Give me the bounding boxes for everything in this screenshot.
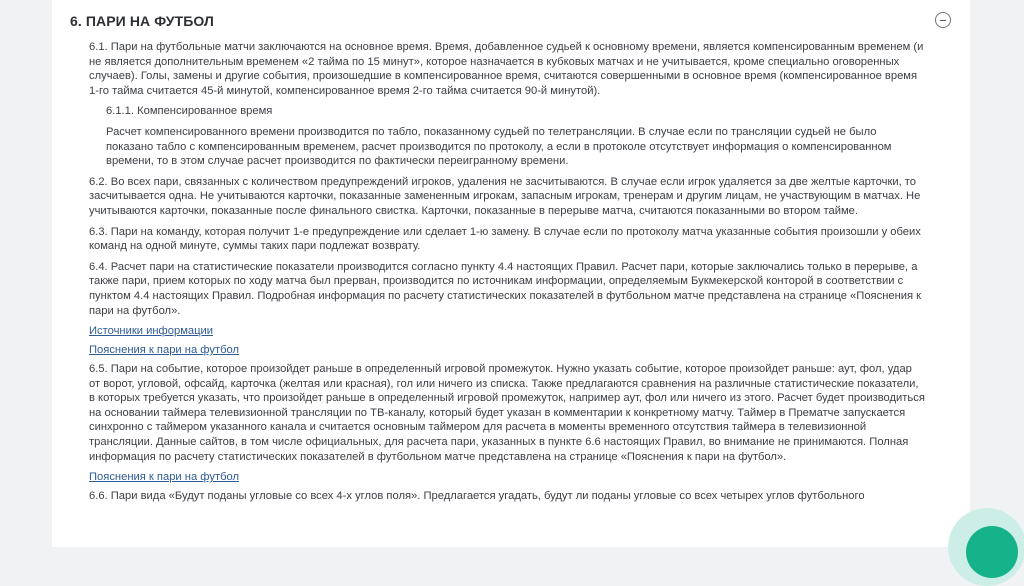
rule-6-2: 6.2. Во всех пари, связанных с количеством предупреждений игроков, удаления не засчитываются. В случае если игрок удаляется за две желтые карточки, то засчитывается одна. Не учитываются карточки, показанные замененным игрокам, запасным игрокам, тренерам и другим лицам, не участвующим в матчах. Не учитываются карточки, показанные после финального свистка. Карточки, показанные в перерыве матча, считаются показанными во втором тайме. bbox=[89, 175, 921, 217]
chat-icon[interactable] bbox=[966, 526, 1018, 578]
rule-6-1-1-text: Расчет компенсированного времени производится по табло, показанному судьей по телетрансляции. В случае если по трансляции судьей не было показано табло с компенсированным временем, расчет производится по протоколу, а если в протоколе отсутствует информация о компенсированном времени, то в этом случае расчет производится по фактически переигранному времени. bbox=[106, 125, 892, 168]
rule-6-4: 6.4. Расчет пари на статистические показатели производится согласно пункту 4.4 настоящих Правил. Расчет пари, которые заключались только в перерыве, а также пари, прием которых по ходу матча был прерван, производится по источникам информации, определяемым Букмекерской конторой в соответствии с пунктом 4.4 настоящих Правил. Подробная информация по расчету статистических показателей в футбольном матче представлена на странице «Пояснения к пари на футбол». bbox=[89, 260, 922, 317]
section-title: 6. ПАРИ НА ФУТБОЛ bbox=[70, 13, 214, 29]
collapse-section-button[interactable] bbox=[935, 12, 951, 28]
rules-content bbox=[89, 40, 925, 510]
rule-6-6: 6.6. Пари вида «Будут поданы угловые со всех 4-х углов поля». Предлагается угадать, будут ли поданы угловые со всех четырех углов футбольного bbox=[89, 490, 865, 503]
rule-6-1-1 bbox=[89, 104, 925, 168]
sources-link[interactable]: Источники информации bbox=[89, 325, 214, 338]
rule-6-1: 6.1. Пари на футбольные матчи заключаются на основное время. Время, добавленное судьей к основному времени, является компенсированным временем (и не является дополнительным временем «2 тайма по 15 минут», которое назначается в кубковых матчах и не учитывается, кроме специально оговоренных случаев). Голы, замены и другие события, произошедшие в компенсированное время, считаются совершенными в основное время (компенсированное время 1-го тайма считается 45-й минутой, компенсированное время 2-го тайма считается 90-й минутой). bbox=[89, 41, 924, 97]
football-explanations-link[interactable]: Пояснения к пари на футбол bbox=[89, 344, 239, 357]
rules-panel bbox=[52, 0, 970, 547]
minus-circle-icon bbox=[940, 20, 946, 21]
football-explanations-link-2[interactable]: Пояснения к пари на футбол bbox=[89, 471, 239, 484]
rule-6-3: 6.3. Пари на команду, которая получит 1-е предупреждение или сделает 1-ю замену. В случае если по протоколу матча указанные события произошли у обеих команд на одной минуте, суммы таких пари подлежат возврату. bbox=[89, 225, 921, 253]
rule-6-1-1-title: 6.1.1. Компенсированное время bbox=[106, 105, 273, 118]
rule-6-5: 6.5. Пари на событие, которое произойдет раньше в определенный игровой промежуток. Нужно указать событие, которое произойдет раньше: аут, фол, удар от ворот, угловой, офсайд, карточка (желтая или красная), гол или ничего из списка. Также предлагаются сравнения на различные статистические показатели, в которых требуется указать, что произойдет раньше в определенный игровой промежуток, например аут, фол или ничего из этого. Расчет будет производиться на основании таймера телевизионной трансляции по ТВ-каналу, который будет указан в комментарии к конкретному матчу. Таймер в Прематче запускается синхронно с таймером указанного канала и считается основным таймером для расчета в моменты временного отсутствия таймера в телевизионной трансляции. Данные сайтов, в том числе официальных, для расчета пари, указанных в пункте 6.6 настоящих Правил, во внимание не принимаются. Полная информация по расчету статистических показателей в футбольном матче представлена на странице «Пояснения к пари на футбол». bbox=[89, 363, 925, 463]
